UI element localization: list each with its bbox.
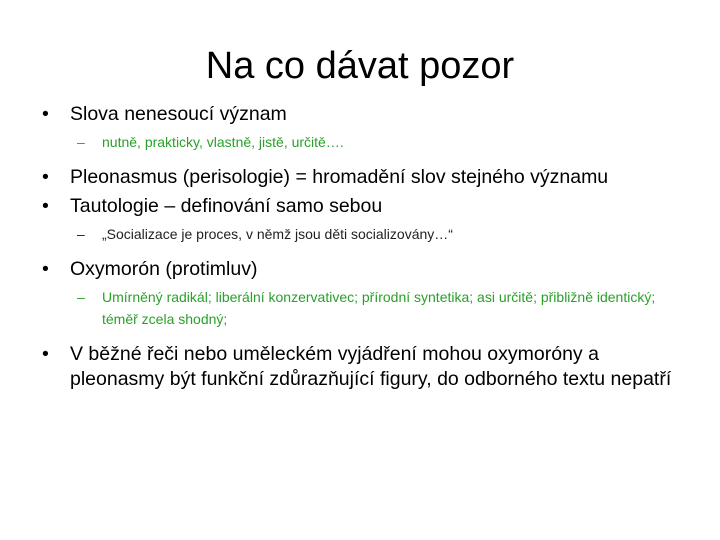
bullet-icon: •	[42, 103, 49, 125]
bullet-item	[36, 194, 686, 219]
bullet-item	[36, 102, 686, 127]
sub-item-text: „Socializace je proces, v němž jsou děti socializovány…“	[102, 226, 453, 242]
dash-icon: –	[77, 226, 85, 242]
slide-body	[36, 102, 686, 396]
bullet-icon: •	[42, 195, 49, 217]
bullet-icon: •	[42, 166, 49, 188]
bullet-text: Pleonasmus (perisologie) = hromadění slov stejného významu	[70, 166, 609, 188]
dash-icon: –	[77, 289, 85, 305]
bullet-text: V běžné řeči nebo uměleckém vyjádření mohou oxymoróny a pleonasmy být funkční zdůrazňující figury, do odborného textu nepatří	[70, 343, 672, 390]
sub-item	[36, 131, 686, 153]
sub-item-text: Umírněný radikál; liberální konzervativec; přírodní syntetika; asi určitě; přibližně identický; téměř zcela shodný;	[102, 289, 656, 327]
dash-icon: –	[77, 134, 85, 150]
bullet-text: Oxymorón (protimluv)	[70, 258, 258, 280]
bullet-icon: •	[42, 258, 49, 280]
bullet-icon: •	[42, 343, 49, 365]
bullet-item	[36, 257, 686, 282]
bullet-item	[36, 165, 686, 190]
sub-item-text: nutně, prakticky, vlastně, jistě, určitě….	[102, 134, 344, 150]
bullet-text: Tautologie – definování samo sebou	[70, 195, 383, 217]
bullet-text: Slova nenesoucí význam	[70, 103, 287, 125]
slide-title: Na co dávat pozor	[205, 45, 515, 87]
sub-item	[36, 286, 686, 330]
sub-item	[36, 223, 686, 245]
bullet-item	[36, 342, 686, 392]
